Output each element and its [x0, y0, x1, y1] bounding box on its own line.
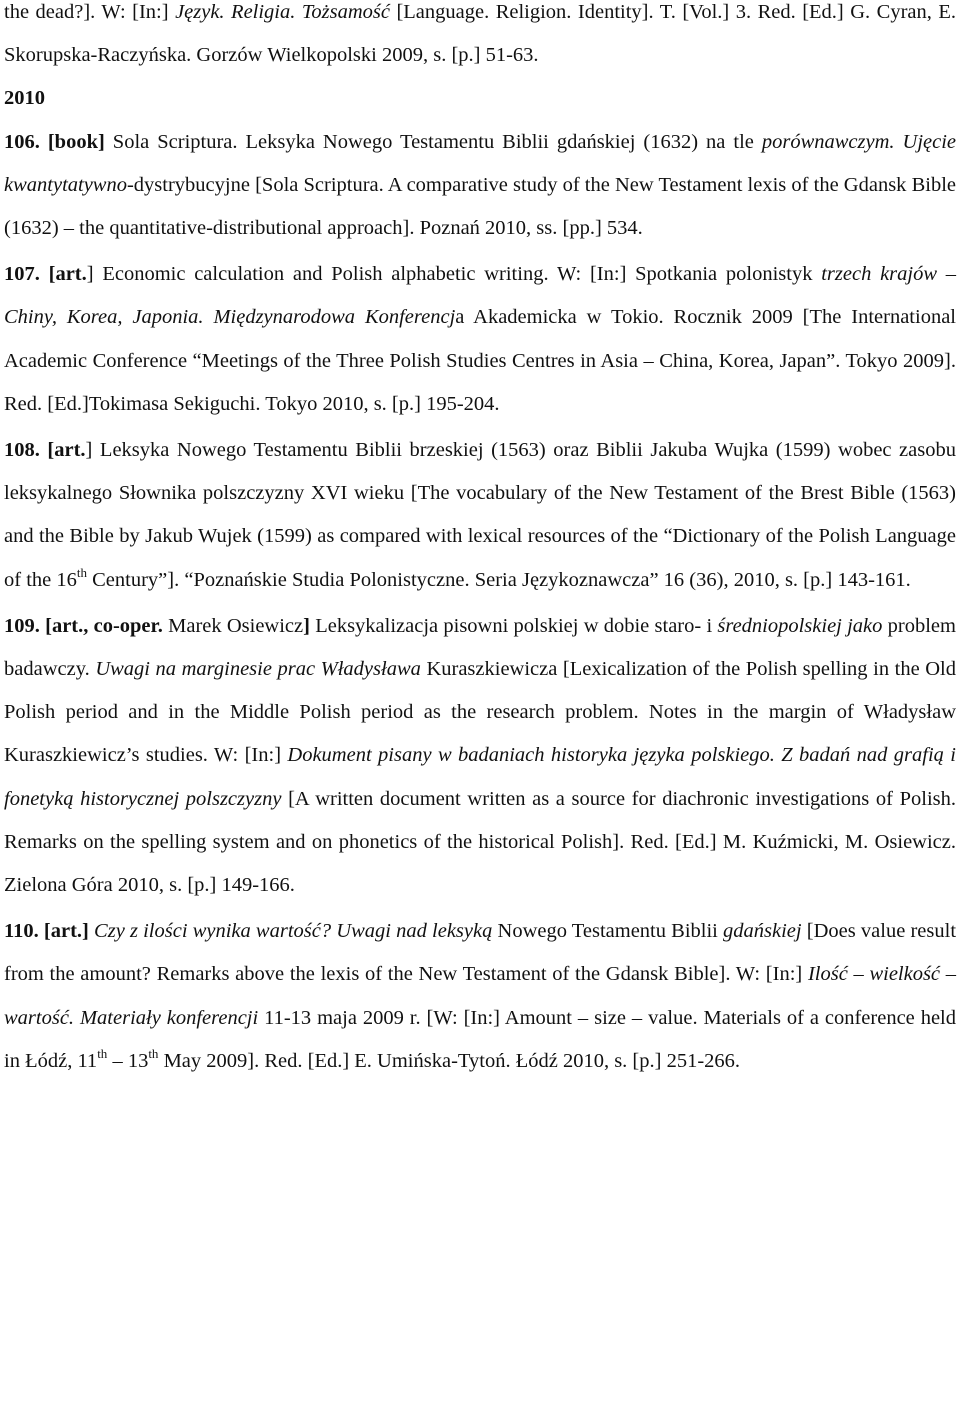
text-run: porównawczym. Ujęcie kwantytatywno [4, 130, 957, 196]
text-run: [Language. Religion. Identity]. T. [Vol.] 3. Red. [Ed.] G. Cyran, E. Skorupska-Raczyńska. Gorzów Wielkopolski 2009, s. [p.] 51-63. [4, 1, 956, 67]
text-run: Dokument pisany w badaniach historyka języka polskiego. Z badań nad grafią i fonetyką historycznej polszczyzny [4, 744, 956, 810]
text-run: ] [303, 614, 310, 637]
text-run: Uwagi na marginesie prac Władysława [95, 658, 421, 681]
bibliography-entry-110 [4, 910, 956, 1083]
text-run: 11-13 maja 2009 r. [W: [In:] Amount – size – value. Materials of a conference held in Łódź, 11 [4, 1006, 956, 1072]
text-run: problem badawczy. [4, 614, 956, 681]
bibliography-entry-108 [4, 429, 956, 602]
text-run: Czy z ilości wynika wartość? Uwagi nad leksyką [94, 920, 493, 943]
text-run: the dead?]. W: [In:] [4, 1, 176, 23]
text-run: – 13 [107, 1049, 149, 1072]
entry-continuation [4, 0, 956, 77]
bibliography-entry-106 [4, 121, 956, 251]
text-run: Marek Osiewicz [162, 614, 304, 637]
text-run: gdańskiej [723, 920, 802, 943]
superscript-text: th [148, 1045, 159, 1061]
text-run: trzech krajów – Chiny, Korea, Japonia. Międzynarodowa Konferencj [4, 263, 957, 329]
superscript-text: th [76, 564, 87, 580]
text-run: May 2009]. Red. [Ed.] E. Umińska-Tytoń. Łódź 2010, s. [p.] 251-266. [158, 1049, 741, 1072]
text-run: Sola Scriptura. Leksyka Nowego Testamentu Biblii gdańskiej (1632) na tle [104, 130, 762, 153]
superscript-text: th [97, 1045, 108, 1061]
text-run: 107. [art. [4, 263, 87, 286]
text-run: Leksykalizacja pisowni polskiej w dobie staro- i [309, 614, 718, 637]
text-run: [Does value result from the amount? Remarks above the lexis of the New Testament of the Gdansk Bible]. W: [In:] [4, 920, 957, 986]
text-run: Kuraszkiewicza [Lexicalization of the Polish spelling in the Old Polish period and in the Middle Polish period as the research problem. Notes in the margin of Władysław Kuraszkiewicz’s studies. W: [In:] [4, 658, 956, 767]
text-run: 2010 [4, 87, 45, 110]
bibliography-entry-109 [4, 605, 956, 907]
text-run: 110. [art.] [4, 920, 89, 943]
text-run: [A written document written as a source for diachronic investigations of Polish. Remarks on the spelling system and on phonetics of the historical Polish]. Red. [Ed.] M. Kuźmicki, M. Osiewicz. Zielona Góra 2010, s. [p.] 149-166. [4, 787, 956, 897]
year-heading [4, 77, 956, 120]
text-run: -dystrybucyjne [Sola Scriptura. A comparative study of the New Testament lexis of the Gdansk Bible (1632) – the quantitative-distributional approach]. Poznań 2010, ss. [pp.] 534. [4, 173, 956, 240]
text-run: 109. [art., co-oper. [4, 614, 163, 637]
text-run: Język. Religia. Tożsamość [175, 1, 390, 23]
text-run: 106. [book] [4, 130, 105, 153]
text-run: ] Economic calculation and Polish alphabetic writing. W: [In:] Spotkania polonistyk [86, 263, 822, 286]
text-run: Nowego Testamentu Biblii [492, 920, 724, 943]
text-run: średniopolskiej jako [717, 614, 883, 637]
text-run: ] Leksyka Nowego Testamentu Biblii brzeskiej (1563) oraz Biblii Jakuba Wujka (1599) wobec zasobu leksykalnego Słownika polszczyzny XVI wieku [The vocabulary of the New Testament of the Brest Bible (1563) and the Bible by Jakub Wujek (1599) as compared with lexical resources of the “Dictionary of the Polish Language of the 16 [4, 439, 956, 591]
bibliography-entry-107 [4, 253, 956, 426]
text-run: 108. [art. [4, 439, 86, 462]
text-run: a Akademicka w Tokio. Rocznik 2009 [The International Academic Conference “Meetings of the Three Polish Studies Centres in Asia – China, Korea, Japan”. Tokyo 2009]. Red. [Ed.]Tokimasa Sekiguchi. Tokyo 2010, s. [p.] 195-204. [4, 306, 956, 415]
text-run: Century”]. “Poznańskie Studia Polonistyczne. Seria Językoznawcza” 16 (36), 2010, s. [p.] 143-161. [87, 568, 911, 591]
text-run: Ilość – wielkość – wartość. Materiały konferencji [4, 963, 956, 1029]
